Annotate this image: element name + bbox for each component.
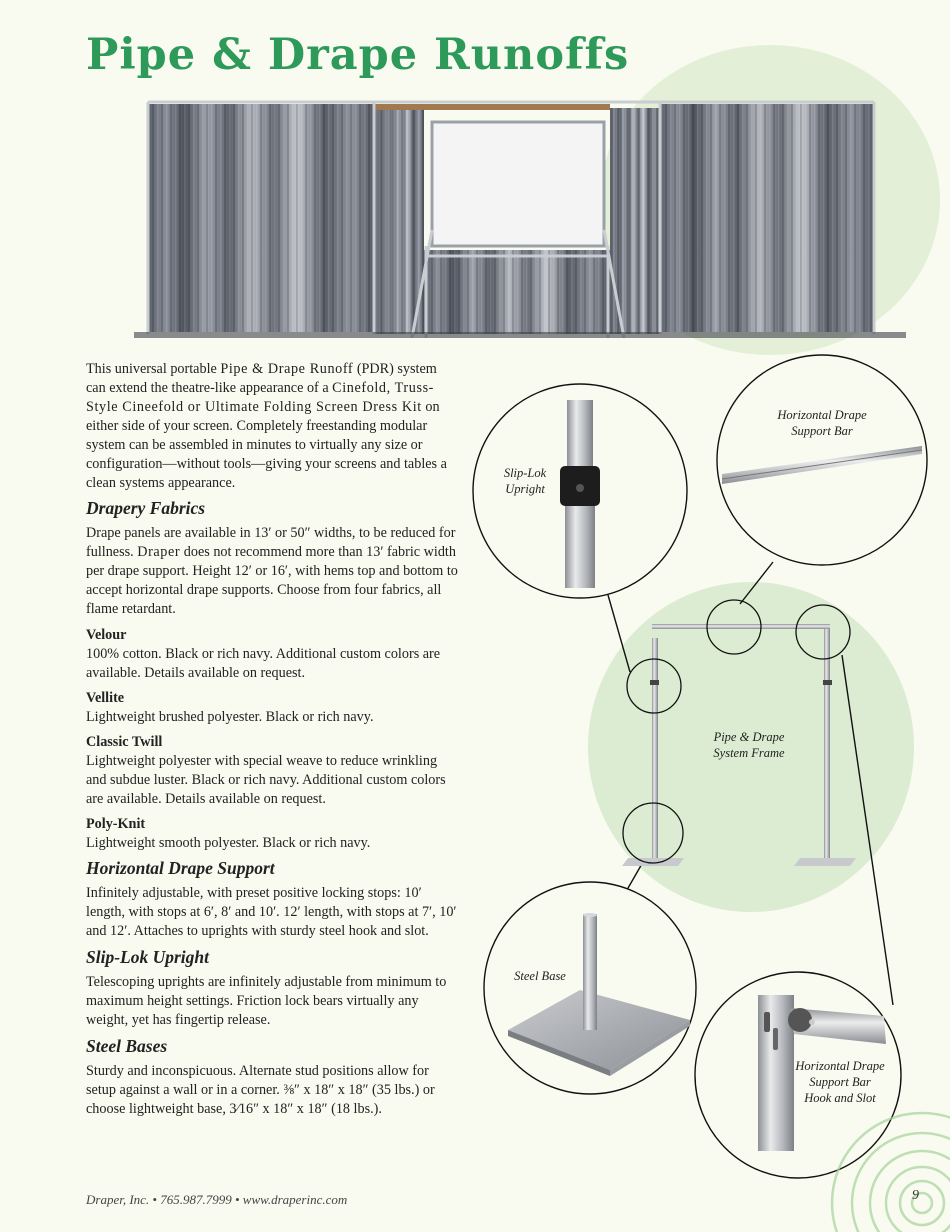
fabric-desc: 100% cotton. Black or rich navy. Additional custom colors are available. Details available on request. [86, 646, 441, 681]
brand-name: Draper [137, 544, 181, 560]
fabric-name: Classic Twill [86, 734, 163, 750]
fabric-desc: Lightweight polyester with special weave to reduce wrinkling and subdue luster. Black or rich navy. Additional custom colors are available. Details available on request. [86, 753, 446, 807]
heading-steel-bases: Steel Bases [86, 1036, 168, 1056]
horizontal-support-bar-detail [717, 355, 927, 565]
drapery-text-a: Drape panels are available in 13′ or 50″ widths, to be reduced for fullness. [86, 525, 456, 560]
label-line: Slip-Lok [503, 466, 547, 480]
steel-paragraph: Sturdy and inconspicuous. Alternate stud positions allow for setup against a wall or in a corner. ⅜″ x 18″ x 18″ (35 lbs.) or choose lightweight base, 3⁄16″ x 18″ x 18″ (18 lbs.). [86, 1063, 435, 1117]
fabric-desc: Lightweight smooth polyester. Black or rich navy. [86, 835, 371, 851]
intro-text-b: (PDR) system can extend the theatre-like appearance of a [86, 361, 437, 396]
fabric-name: Vellite [86, 690, 125, 706]
fabric-vellite [86, 689, 458, 727]
label-steel-base [508, 968, 572, 984]
label-line: Steel Base [514, 969, 566, 983]
label-slip-lok-upright [495, 465, 555, 497]
body-text-column [86, 360, 458, 1126]
sliplok-paragraph: Telescoping uprights are infinitely adjustable from minimum to maximum height settings. Friction lock bears virtually any weight, yet has fingertip release. [86, 974, 447, 1028]
label-line: Upright [505, 482, 545, 496]
horizontal-paragraph: Infinitely adjustable, with preset positive locking stops: 10′ length, with stops at 6′, 8′ and 10′. 12′ length, with stops at 7′, 10′ and 12′. Attaches to uprights with sturdy steel hook and slot. [86, 885, 457, 939]
product-name: Pipe & Drape Runoff [220, 361, 354, 377]
screen-names: Cinefold, Truss-Style Cineefold or Ultimate Folding Screen Dress Kit [86, 380, 435, 415]
page-title: Pipe & Drape Runoffs [86, 30, 630, 80]
drapery-text-b: does not recommend more than 13′ fabric width per drape support. Height 12′ or 16′, with hems top and bottom to accept horizontal drape supports. Choose from four fabrics, all flame retardant. [86, 544, 458, 617]
fabric-classic-twill [86, 733, 458, 809]
label-pipe-drape-system-frame [694, 729, 804, 761]
intro-paragraph [86, 360, 458, 493]
fabric-velour [86, 626, 458, 683]
label-horizontal-drape-support-bar [762, 407, 882, 439]
label-line: System Frame [713, 746, 785, 760]
page-number: 9 [912, 1188, 919, 1203]
drapery-paragraph [86, 524, 458, 619]
heading-slip-lok-upright: Slip-Lok Upright [86, 947, 210, 967]
fabric-desc: Lightweight brushed polyester. Black or rich navy. [86, 709, 374, 725]
fabric-name: Velour [86, 627, 127, 643]
label-line: Horizontal Drape [777, 408, 867, 422]
fabric-poly-knit [86, 815, 458, 853]
label-hook-and-slot [780, 1058, 900, 1106]
intro-text-c: on either side of your screen. Completely freestanding modular system can be assembled in minutes to virtually any size or configuration—without tools—giving your screens and tables a clean systems appearance. [86, 399, 447, 491]
hero-photo-drapes-with-screen [134, 100, 906, 338]
label-line: Hook and Slot [804, 1091, 876, 1105]
label-line: Horizontal Drape [795, 1059, 885, 1073]
fabric-name: Poly-Knit [86, 816, 146, 832]
footer-contact: Draper, Inc. • 765.987.7999 • www.draperinc.com [86, 1192, 348, 1207]
heading-horizontal-drape-support: Horizontal Drape Support [86, 858, 275, 878]
label-line: Support Bar [791, 424, 853, 438]
intro-text-a: This universal portable [86, 361, 221, 377]
label-line: Pipe & Drape [713, 730, 785, 744]
heading-drapery-fabrics: Drapery Fabrics [86, 498, 206, 518]
label-line: Support Bar [809, 1075, 871, 1089]
steel-base-detail [484, 882, 696, 1094]
